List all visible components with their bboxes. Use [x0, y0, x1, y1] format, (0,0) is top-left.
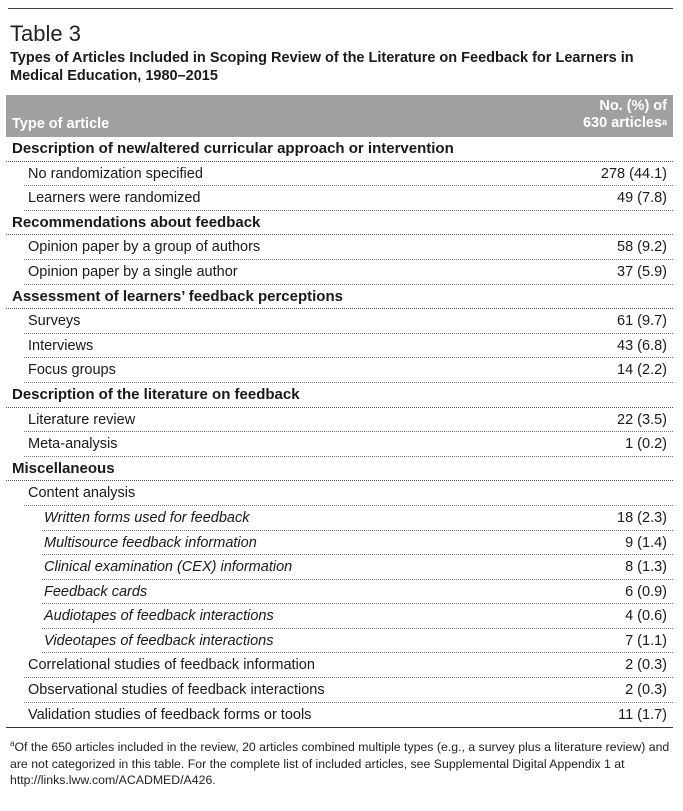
row-label: Interviews [28, 337, 94, 354]
row-label: Focus groups [28, 362, 116, 379]
row-label: Recommendations about feedback [12, 213, 261, 231]
row-label: Description of new/altered curricular approach or intervention [12, 140, 454, 157]
table-row [24, 186, 673, 211]
row-label: Literature review [28, 411, 136, 428]
row-value: 11 (1.7) [618, 706, 667, 723]
section-row [6, 211, 673, 236]
table-row [24, 358, 673, 383]
table-row [24, 408, 673, 433]
row-label: Surveys [28, 313, 81, 330]
bottom-rule [6, 727, 673, 728]
row-label: Learners were randomized [28, 190, 201, 207]
row-value: 22 (3.5) [617, 411, 667, 428]
row-value: 7 (1.1) [625, 632, 667, 649]
row-label: Validation studies of feedback forms or tools [28, 706, 312, 723]
top-rule [8, 8, 673, 9]
row-value: 37 (5.9) [617, 263, 667, 280]
row-value: 1 (0.2) [625, 436, 667, 453]
table-label: Table 3 [10, 21, 81, 46]
row-label: Miscellaneous [12, 459, 115, 477]
row-label: Multisource feedback information [44, 534, 257, 551]
row-value: 14 (2.2) [617, 362, 667, 379]
row-label: Observational studies of feedback interactions [28, 682, 325, 699]
subitem-row [42, 531, 673, 556]
row-label: Description of the literature on feedback [12, 385, 300, 403]
table-row [24, 653, 673, 678]
row-label: Written forms used for feedback [44, 509, 250, 526]
row-value: 4 (0.6) [625, 608, 667, 625]
row-value: 2 (0.3) [625, 657, 667, 674]
row-value: 278 (44.1) [600, 165, 667, 182]
table-row [24, 334, 673, 359]
table-row [24, 432, 673, 457]
row-value: 43 (6.8) [617, 337, 667, 354]
row-value: 8 (1.3) [625, 559, 667, 576]
table-body [6, 137, 673, 727]
table-row [24, 309, 673, 334]
row-value: 58 (9.2) [617, 239, 667, 256]
row-label: Opinion paper by a single author [28, 263, 238, 280]
section-row [6, 457, 673, 482]
subitem-row [42, 506, 673, 531]
row-value: 18 (2.3) [617, 509, 667, 526]
table-row [24, 678, 673, 703]
row-value: 49 (7.8) [617, 190, 667, 207]
table-footnote [10, 736, 670, 789]
row-label: Opinion paper by a group of authors [28, 239, 261, 256]
footnote-marker: a [10, 739, 15, 749]
subitem-row [42, 580, 673, 605]
table-row [24, 235, 673, 260]
row-label: Videotapes of feedback interactions [44, 632, 274, 649]
row-value: 61 (9.7) [617, 313, 667, 330]
section-row [6, 383, 673, 408]
row-value: 9 (1.4) [625, 534, 667, 551]
header-count-line2: 630 articles [582, 115, 662, 131]
header-footnote-marker: a [661, 117, 667, 127]
header-count [583, 98, 667, 132]
subitem-row [42, 629, 673, 654]
row-label: Meta-analysis [28, 436, 118, 453]
row-value: 6 (0.9) [625, 583, 667, 600]
table-row [24, 162, 673, 187]
table-row [24, 260, 673, 285]
row-label: Clinical examination (CEX) information [44, 559, 293, 576]
row-label: Assessment of learners’ feedback perceptions [12, 287, 343, 305]
row-label: Feedback cards [44, 583, 148, 600]
header-type-of-article: Type of article [12, 116, 110, 132]
subitem-row [42, 555, 673, 580]
row-label: Content analysis [28, 485, 136, 502]
table-header [6, 95, 673, 137]
header-count-line1: No. (%) of [599, 98, 667, 114]
row-label: Correlational studies of feedback information [28, 657, 315, 674]
table-row [24, 703, 673, 728]
row-value: 2 (0.3) [625, 682, 667, 699]
table-row [24, 481, 673, 506]
subitem-row [42, 604, 673, 629]
row-label: No randomization specified [28, 165, 203, 182]
footnote-text: Of the 650 articles included in the review, 20 articles combined multiple types (e.g., a survey plus a literature review) and are not categorized in this table. For the complete list of included articles, see Supplemental Digital Appendix 1 at http://links.lww.com/ACADMED/A426. [10, 740, 670, 788]
table-caption: Types of Articles Included in Scoping Review of the Literature on Feedback for Learners in Medical Education, 1980–2015 [10, 50, 634, 84]
section-row [6, 285, 673, 310]
section-row [6, 137, 673, 162]
row-label: Audiotapes of feedback interactions [44, 608, 274, 625]
